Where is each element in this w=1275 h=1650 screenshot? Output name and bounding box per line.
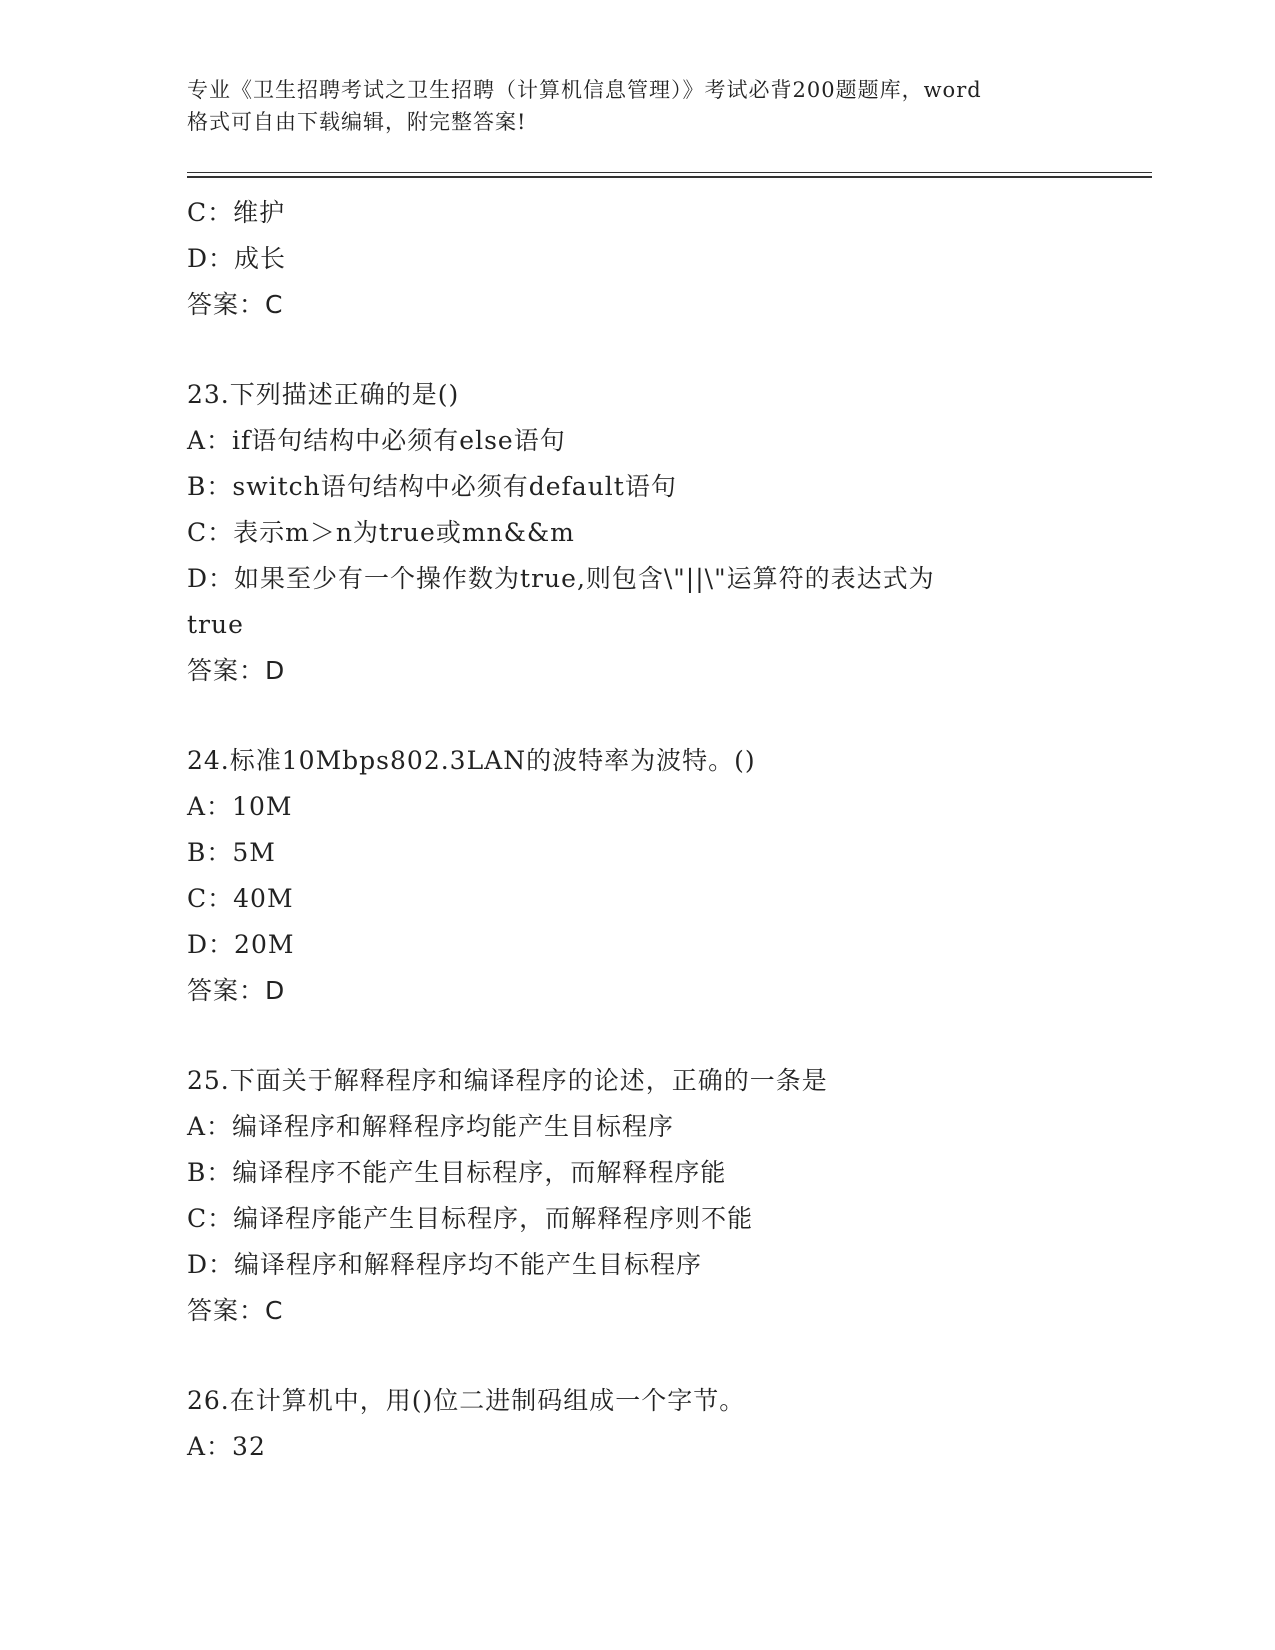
question-23 [187,372,1087,694]
question-stem: 24.标准10Mbps802.3LAN的波特率为波特。() [187,746,756,775]
answer-line: 答案：D [187,656,286,685]
header-title-line-2: 格式可自由下载编辑，附完整答案! [187,110,527,134]
header-rule-thick [187,176,1152,178]
question-stem: 25.下面关于解释程序和编译程序的论述，正确的一条是 [187,1066,828,1095]
question-22-continuation [187,190,1087,328]
header-rule-thin [187,172,1152,173]
answer-line: 答案：D [187,976,286,1005]
option-d-continued: true [187,610,244,639]
answer-line: 答案：C [187,1296,284,1325]
question-stem: 26.在计算机中，用()位二进制码组成一个字节。 [187,1386,746,1415]
option-d: D：编译程序和解释程序均不能产生目标程序 [187,1250,703,1279]
spacer [187,328,1087,372]
spacer [187,694,1087,738]
option-c: C：40M [187,884,294,913]
header-title-line-1: 专业《卫生招聘考试之卫生招聘（计算机信息管理）》考试必背200题题库，word [187,78,982,102]
question-25 [187,1058,1087,1334]
option-b: B：switch语句结构中必须有default语句 [187,472,677,501]
option-b: B：5M [187,838,276,867]
option-d: D：成长 [187,244,287,273]
option-d: D：20M [187,930,295,959]
question-24 [187,738,1087,1014]
document-header [187,74,1107,138]
answer-line: 答案：C [187,290,284,319]
spacer [187,1014,1087,1058]
option-d: D：如果至少有一个操作数为true,则包含\"||\"运算符的表达式为 [187,564,935,593]
option-c: C：维护 [187,198,286,227]
option-b: B：编译程序不能产生目标程序，而解释程序能 [187,1158,727,1187]
spacer [187,1334,1087,1378]
option-a: A：编译程序和解释程序均能产生目标程序 [187,1112,675,1141]
question-stem: 23.下列描述正确的是() [187,380,460,409]
option-a: A：if语句结构中必须有else语句 [187,426,566,455]
question-list [187,190,1087,1470]
question-26 [187,1378,1087,1470]
option-a: A：32 [187,1432,266,1461]
option-a: A：10M [187,792,293,821]
option-c: C：表示m＞n为true或mn&&m [187,518,575,547]
option-c: C：编译程序能产生目标程序，而解释程序则不能 [187,1204,754,1233]
